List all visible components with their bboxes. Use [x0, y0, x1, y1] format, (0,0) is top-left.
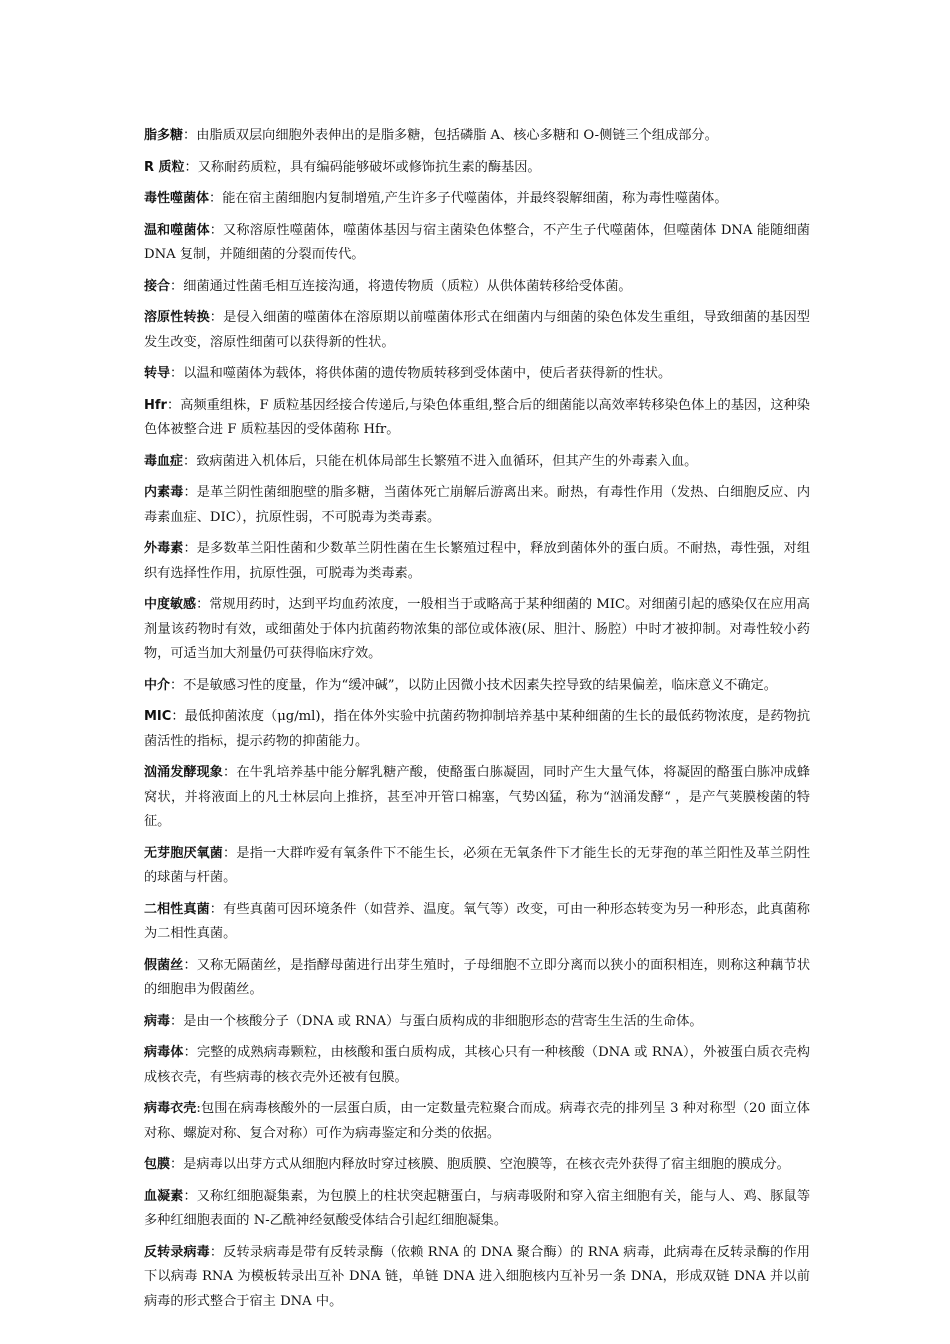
entry-separator: ：: [196, 597, 210, 612]
entry-term: 转导: [144, 366, 171, 381]
entry-definition: 细菌通过性菌毛相互连接沟通，将遗传物质（质粒）从供体菌转移给受体菌。: [183, 278, 632, 294]
entry-definition: 又称无隔菌丝，是指酵母菌进行出芽生殖时，子母细胞不立即分离而以狭小的面积相连，则称这种藕节状的细胞串为假菌丝。: [144, 957, 811, 997]
glossary-entry: [144, 124, 810, 149]
entry-separator: ：: [170, 1157, 184, 1172]
entry-definition: 完整的成熟病毒颗粒，由核酸和蛋白质构成，其核心只有一种核酸（DNA 或 RNA），外被蛋白质衣壳构成核衣壳，有些病毒的核衣壳外还被有包膜。: [144, 1045, 810, 1085]
entry-definition: 高频重组株，F 质粒基因经接合传递后,与染色体重组,整合后的细菌能以高效率转移染色体上的基因，这种染色体被整合进 F 质粒基因的受体菌称 Hfr。: [144, 397, 810, 437]
glossary-page: [144, 124, 810, 1321]
entry-definition: 不是敏感习性的度量，作为“缓冲碱”，以防止因微小技术因素失控导致的结果偏差，临床意义不确定。: [183, 677, 777, 693]
entry-separator: ：: [183, 1045, 197, 1060]
entry-definition: 又称溶原性噬菌体，噬菌体基因与宿主菌染色体整合，不产生子代噬菌体，但噬菌体 DNA 能随细菌 DNA 复制，并随细菌的分裂而传代。: [144, 222, 810, 262]
entry-separator: ：: [183, 485, 197, 500]
glossary-entry: [144, 593, 810, 667]
entry-separator: ：: [184, 159, 198, 175]
entry-definition: 是侵入细菌的噬菌体在溶原期以前噬菌体形式在细菌内与细菌的染色体发生重组，导致细菌的基因型发生改变，溶原性细菌可以获得新的性状。: [144, 310, 810, 350]
entry-term: 中介: [144, 677, 171, 693]
glossary-entry: [144, 156, 810, 181]
entry-definition: 在牛乳培养基中能分解乳糖产酸，使酪蛋白胨凝固，同时产生大量气体，将凝固的酪蛋白胨冲成蜂窝状，并将液面上的凡士林层向上推挤，甚至冲开管口棉塞，气势凶猛，称为“汹涌发酵“ ，是产气荚膜梭菌的特征。: [144, 765, 811, 829]
entry-definition: 以温和噬菌体为载体，将供体菌的遗传物质转移到受体菌中，使后者获得新的性状。: [183, 366, 672, 381]
entry-term: 包膜: [144, 1157, 171, 1172]
glossary-entry: [144, 674, 810, 699]
entry-separator: ：: [166, 397, 181, 413]
entry-separator: :: [196, 1101, 201, 1116]
entry-separator: ：: [209, 310, 224, 325]
entry-definition: 常规用药时，达到平均血药浓度，一般相当于或略高于某种细菌的 MIC。对细菌引起的感染仅在应用高剂量该药物时有效，或细菌处于体内抗菌药物浓集的部位或体液(尿、胆汁、肠腔）中时才被抑制。对毒性较小药物，可适当加大剂量仍可获得临床疗效。: [144, 597, 810, 661]
entry-definition: 是病毒以出芽方式从细胞内释放时穿过核膜、胞质膜、空泡膜等，在核衣壳外获得了宿主细胞的膜成分。: [183, 1157, 790, 1172]
glossary-entry: [144, 1010, 810, 1035]
entry-definition: 包围在病毒核酸外的一层蛋白质，由一定数量壳粒聚合而成。病毒衣壳的排列呈 3 种对称型（20 面立体对称、螺旋对称、复合对称）可作为病毒鉴定和分类的依据。: [144, 1101, 810, 1141]
glossary-entry: [144, 537, 810, 586]
entry-definition: 有些真菌可因环境条件（如营养、温度。氧气等）改变，可由一种形态转变为另一种形态，此真菌称为二相性真菌。: [144, 901, 810, 941]
glossary-entry: [144, 1097, 810, 1146]
glossary-entry: [144, 362, 810, 387]
glossary-entry: [144, 898, 810, 947]
glossary-entry: [144, 761, 810, 835]
glossary-entry: [144, 954, 810, 1003]
entry-separator: ：: [170, 677, 184, 693]
entry-separator: ：: [209, 222, 224, 238]
entry-term: 溶原性转换: [144, 310, 210, 325]
entry-separator: ：: [170, 366, 184, 381]
glossary-entry: [144, 705, 810, 754]
entry-term: 病毒: [144, 1013, 171, 1029]
entry-term: MIC: [144, 709, 172, 724]
entry-separator: ：: [170, 278, 184, 294]
entry-definition: 是指一大群咋爱有氧条件下不能生长，必须在无氧条件下才能生长的无芽孢的革兰阳性及革兰阴性的球菌与杆菌。: [144, 845, 811, 885]
entry-term: 血凝素: [144, 1188, 184, 1204]
entry-term: 脂多糖: [144, 128, 184, 143]
entry-separator: ：: [171, 709, 185, 724]
entry-term: 病毒体: [144, 1045, 184, 1060]
entry-term: R 质粒: [144, 159, 185, 175]
entry-term: 反转录病毒: [144, 1244, 210, 1260]
entry-separator: ：: [209, 191, 223, 206]
glossary-entry: [144, 219, 810, 268]
entry-definition: 由脂质双层向细胞外表伸出的是脂多糖，包括磷脂 A、核心多糖和 O-侧链三个组成部分。: [196, 128, 718, 143]
entry-term: 病毒衣壳: [144, 1101, 197, 1116]
entry-definition: 致病菌进入机体后，只能在机体局部生长繁殖不进入血循环，但其产生的外毒素入血。: [196, 453, 698, 469]
entry-definition: 最低抑菌浓度（μg/ml)，指在体外实验中抗菌药物抑制培养基中某种细菌的生长的最低药物浓度，是药物抗菌活性的指标，提示药物的抑菌能力。: [144, 709, 811, 749]
entry-definition: 是多数革兰阳性菌和少数革兰阴性菌在生长繁殖过程中，释放到菌体外的蛋白质。不耐热，毒性强，对组织有选择性作用，抗原性强，可脱毒为类毒素。: [144, 541, 811, 581]
glossary-entry: [144, 306, 810, 355]
entry-term: 假菌丝: [144, 957, 184, 973]
entry-separator: ：: [170, 1013, 184, 1029]
entry-separator: ：: [222, 765, 237, 780]
glossary-entry: [144, 1153, 810, 1178]
entry-term: 二相性真菌: [144, 901, 210, 917]
entry-term: 温和噬菌体: [144, 222, 210, 238]
glossary-entry: [144, 275, 810, 300]
entry-definition: 又称红细胞凝集素，为包膜上的柱状突起糖蛋白，与病毒吸附和穿入宿主细胞有关，能与人、鸡、豚鼠等多种红细胞表面的 N-乙酰神经氨酸受体结合引起红细胞凝集。: [144, 1188, 811, 1228]
entry-term: 接合: [144, 278, 171, 294]
entry-definition: 反转录病毒是带有反转录酶（依赖 RNA 的 DNA 聚合酶）的 RNA 病毒，此病毒在反转录酶的作用下以病毒 RNA 为模板转录出互补 DNA 链，单链 DNA 进入细胞核内互补另一条 DNA，形成双链 DNA 并以前病毒的形式整合于宿主 DNA 中。: [144, 1244, 810, 1309]
entry-separator: ：: [183, 541, 197, 556]
entry-term: 外毒素: [144, 541, 184, 556]
glossary-entry: [144, 394, 810, 443]
entry-separator: ：: [183, 128, 197, 143]
entry-definition: 是由一个核酸分子（DNA 或 RNA）与蛋白质构成的非细胞形态的营寄生生活的生命体。: [183, 1013, 703, 1029]
entry-term: 毒血症: [144, 453, 184, 469]
entry-definition: 又称耐药质粒，具有编码能够破坏或修饰抗生素的酶基因。: [197, 159, 541, 175]
entry-definition: 是革兰阴性菌细胞壁的脂多糖，当菌体死亡崩解后游离出来。耐热，有毒性作用（发热、白细胞反应、内毒素血症、DIC），抗原性弱，不可脱毒为类毒素。: [144, 485, 811, 525]
entry-separator: ：: [183, 957, 197, 973]
entry-separator: ：: [222, 845, 237, 861]
glossary-entry: [144, 450, 810, 475]
glossary-entry: [144, 481, 810, 530]
entry-term: 中度敏感: [144, 597, 197, 612]
entry-term: 无芽胞厌氧菌: [144, 845, 223, 861]
glossary-entry: [144, 842, 810, 891]
entry-separator: ：: [183, 453, 197, 469]
entry-term: 毒性噬菌体: [144, 191, 210, 206]
entry-definition: 能在宿主菌细胞内复制增殖,产生许多子代噬菌体，并最终裂解细菌，称为毒性噬菌体。: [222, 191, 728, 206]
entry-separator: ：: [209, 901, 224, 917]
entry-term: Hfr: [144, 397, 167, 413]
glossary-entry: [144, 1241, 810, 1315]
entry-separator: ：: [183, 1188, 197, 1204]
glossary-entry: [144, 187, 810, 212]
entry-term: 内素毒: [144, 485, 184, 500]
glossary-entry: [144, 1041, 810, 1090]
entry-separator: ：: [209, 1244, 224, 1260]
entry-term: 汹涌发酵现象: [144, 765, 223, 780]
glossary-entry: [144, 1185, 810, 1234]
